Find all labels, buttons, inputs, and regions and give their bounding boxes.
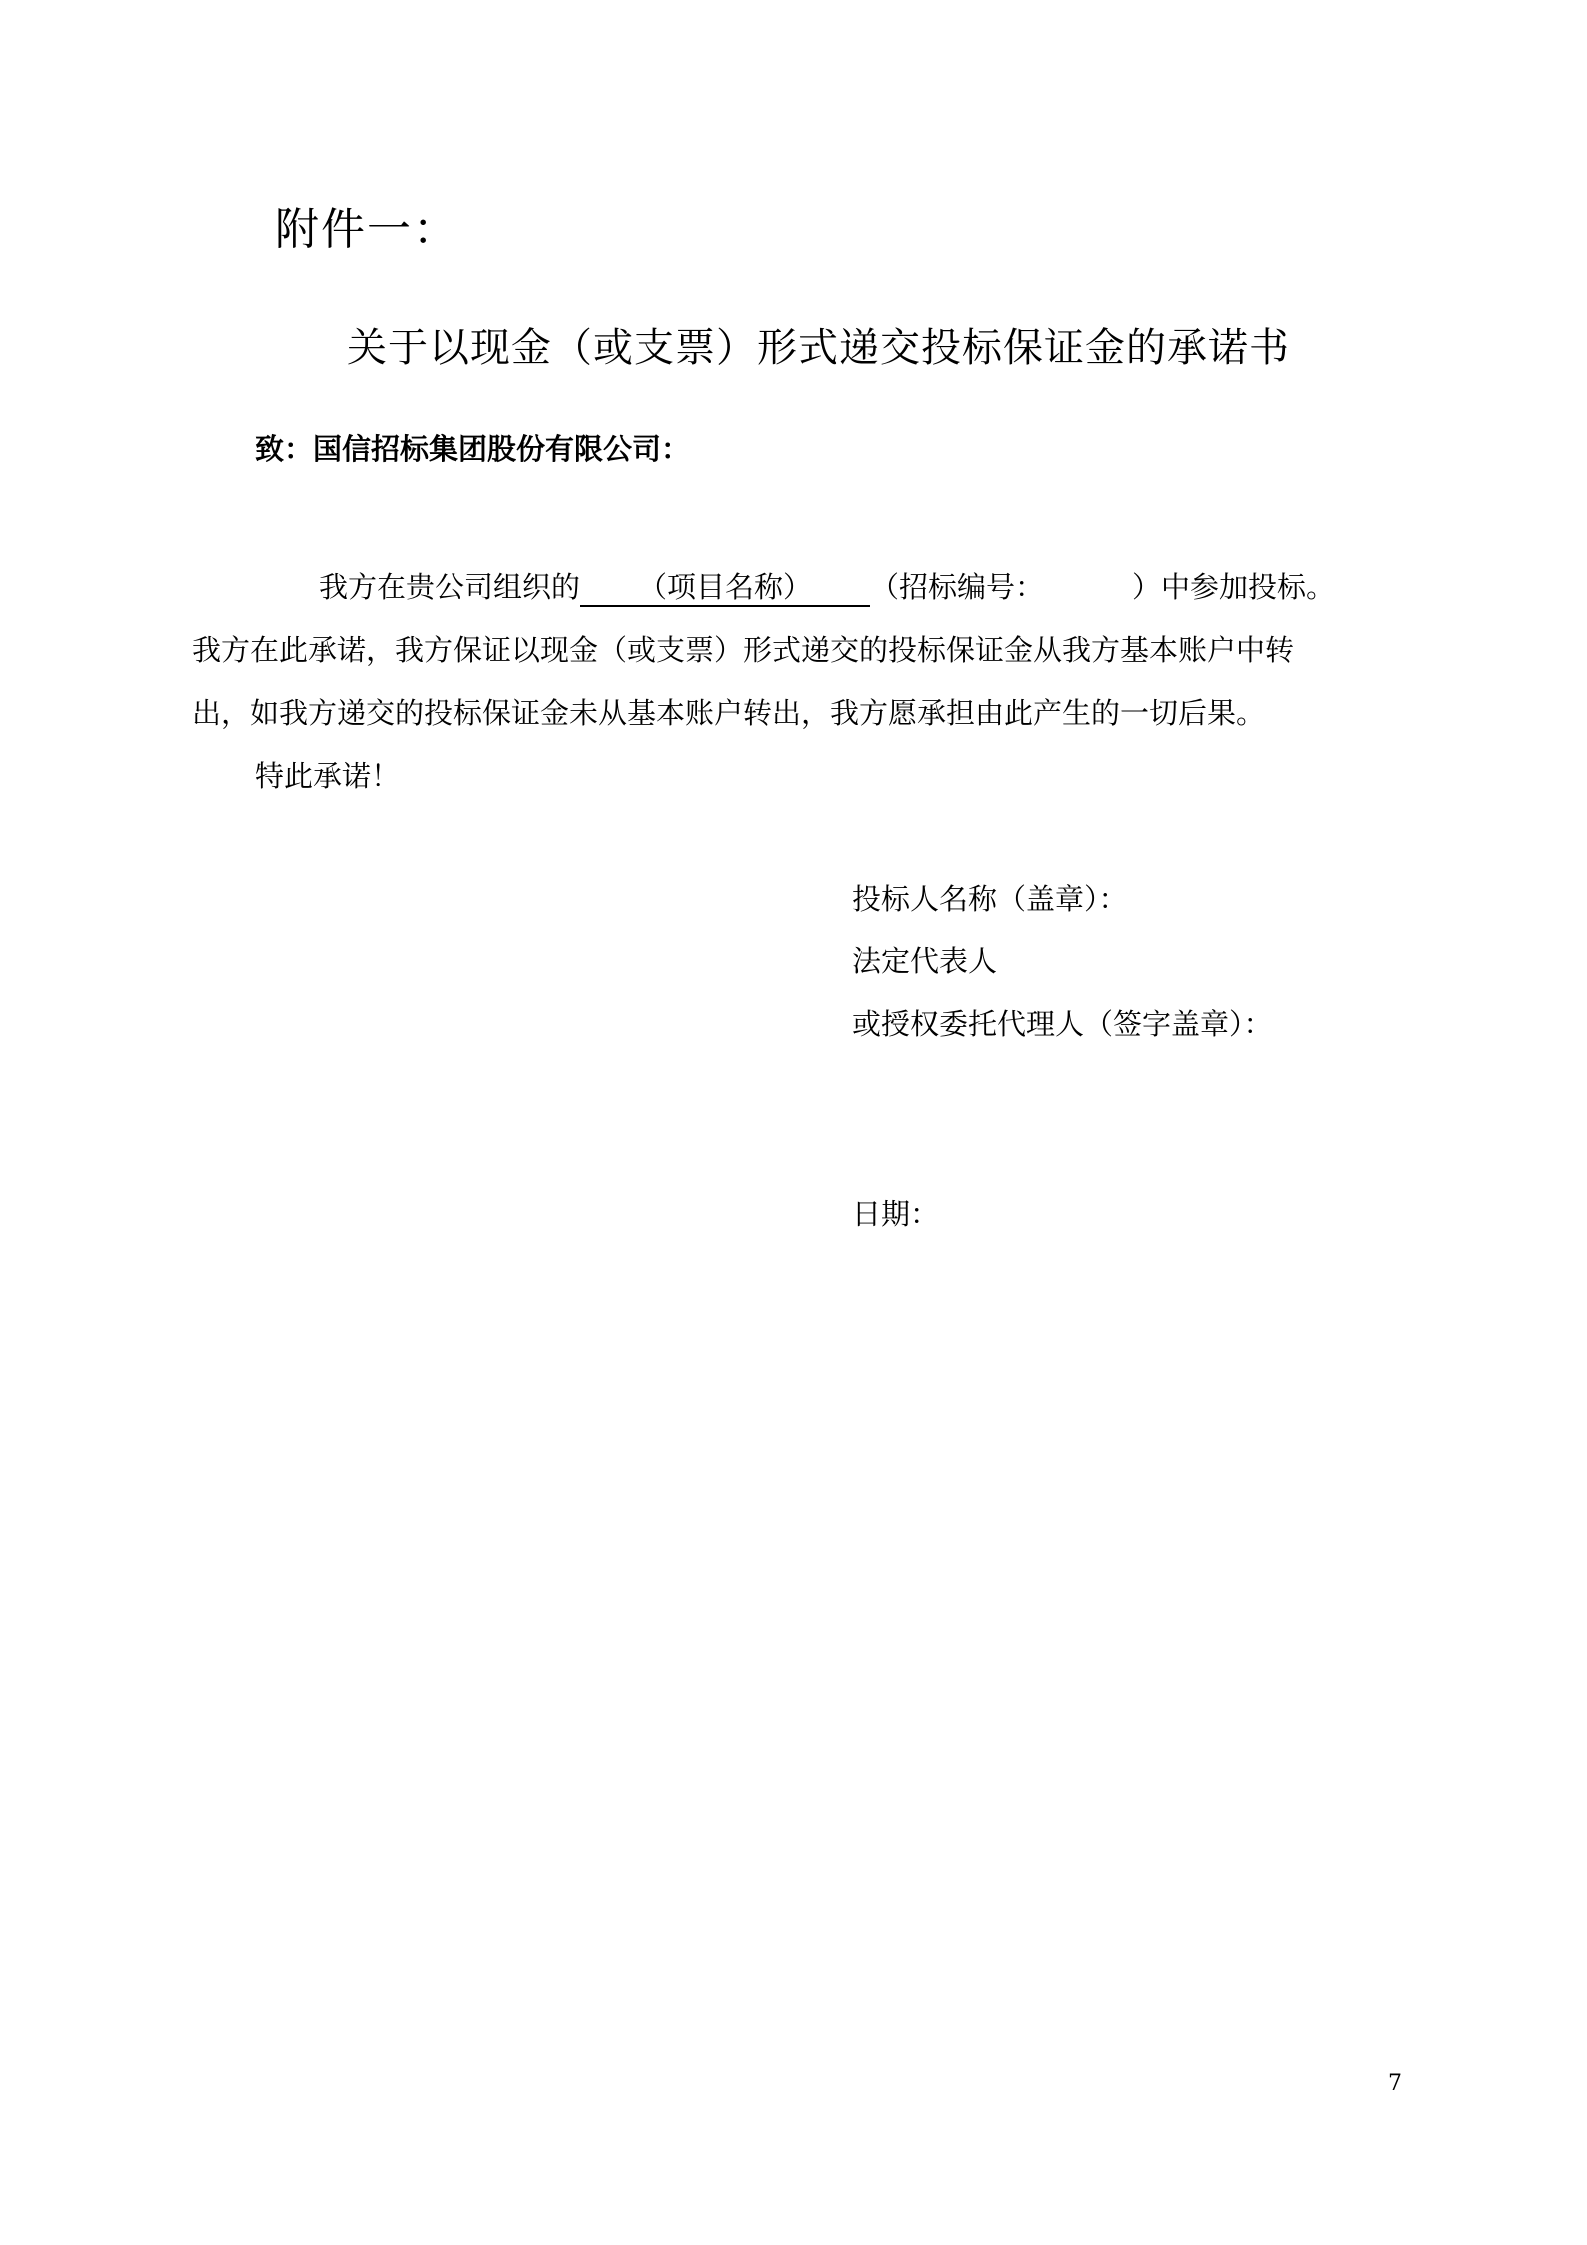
bidder-name-label: 投标人名称（盖章）： [852, 882, 1128, 916]
date-label: 日期： [852, 1197, 940, 1231]
authorized-agent-label: 或授权委托代理人（签字盖章）： [852, 1007, 1273, 1041]
body-line-2: 我方在此承诺，我方保证以现金（或支票）形式递交的投标保证金从我方基本账户中转 [192, 633, 1295, 667]
page-number: 7 [1388, 2071, 1402, 2096]
project-name-placeholder: （项目名称） [638, 570, 813, 604]
line1-suffix: ）中参加投标。 [1132, 570, 1336, 604]
document-title: 关于以现金（或支票）形式递交投标保证金的承诺书 [347, 325, 1290, 371]
body-line-3: 出，如我方递交的投标保证金未从基本账户转出，我方愿承担由此产生的一切后果。 [192, 696, 1266, 730]
bid-number-label: （招标编号： [870, 570, 1045, 604]
addressee: 致：国信招标集团股份有限公司： [255, 432, 691, 466]
attachment-label: 附件一： [275, 204, 459, 255]
project-name-field [580, 569, 870, 607]
body-line-1 [192, 566, 1412, 608]
line1-prefix: 我方在贵公司组织的 [319, 570, 581, 604]
closing-statement: 特此承诺！ [255, 759, 401, 793]
legal-representative-label: 法定代表人 [852, 944, 998, 978]
